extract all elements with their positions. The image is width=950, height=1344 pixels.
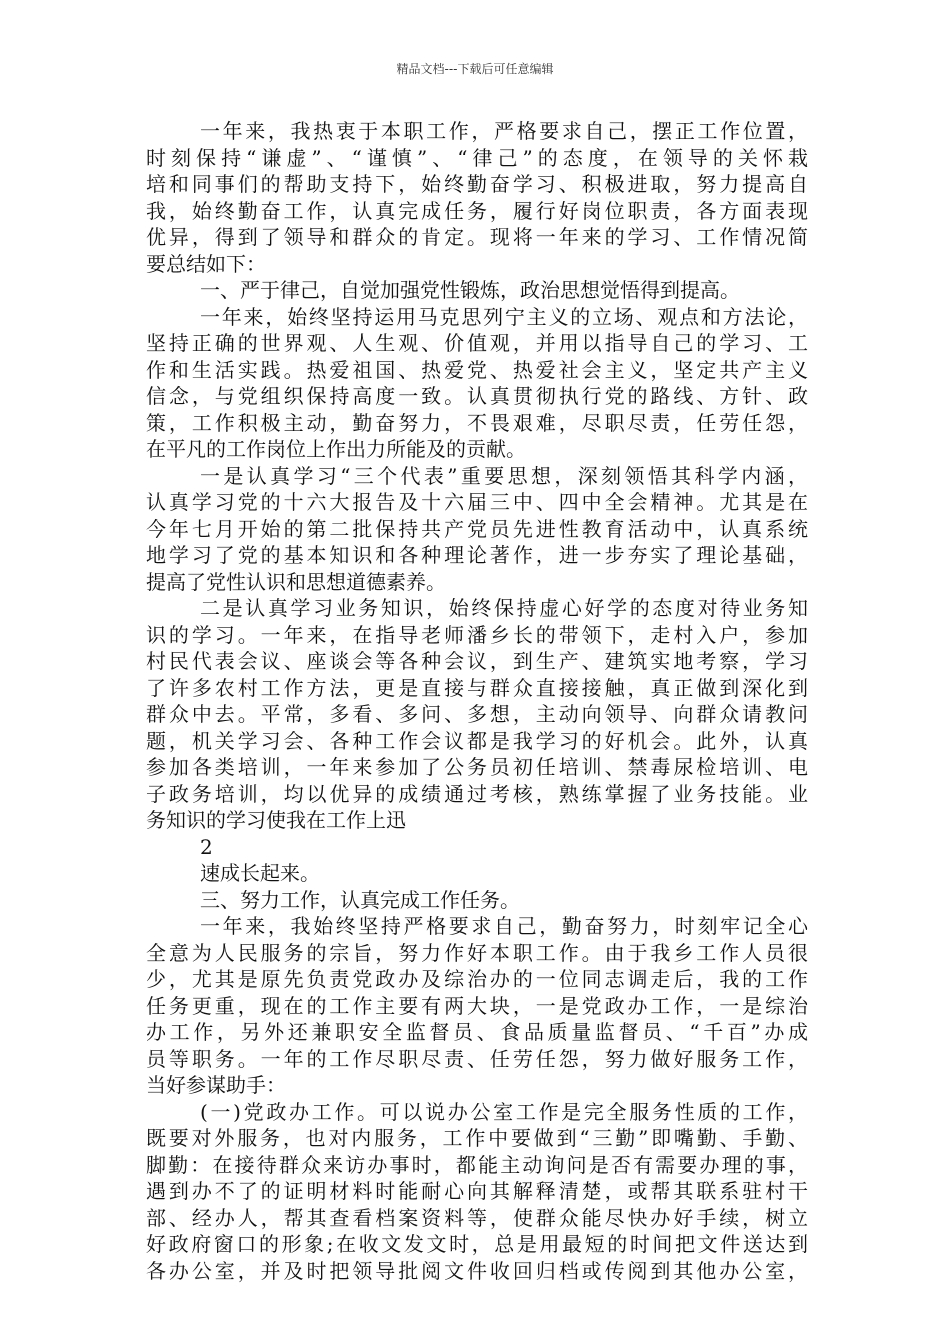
text-line: 一年来，我始终坚持严格要求自己，勤奋努力，时刻牢记全心 [200,914,808,938]
page-header: 精品文档---下载后可任意编辑 [396,62,554,76]
text-line: 一是认真学习“三个代表”重要思想，深刻领悟其科学内涵， [200,463,808,488]
text-line: 一年来，我热衷于本职工作，严格要求自己，摆正工作位置， [200,119,808,143]
text-line: 地学习了党的基本知识和各种理论著作，进一步夯实了理论基础， [146,543,808,567]
text-line: 任务更重，现在的工作主要有两大块，一是党政办工作，一是综治 [146,993,808,1018]
text-line: 部、经办人，帮其查看档案资料等，使群众能尽快办好手续，树立 [146,1205,808,1230]
text-line: 各办公室，并及时把领导批阅文件收回归档或传阅到其他办公室， [146,1258,808,1283]
text-line: 坚持正确的世界观、人生观、价值观，并用以指导自己的学习、工 [146,331,808,355]
text-line: 2 [200,834,213,859]
text-line: 认真学习党的十六大报告及十六届三中、四中全会精神。尤其是在 [146,490,808,514]
text-line: 员等职务。一年的工作尽职尽责、任劳任怨，努力做好服务工作， [146,1046,808,1071]
text-line: 时刻保持“谦虚”、“谨慎”、“律己”的态度，在领导的关怀栽 [146,145,808,170]
text-line: 办工作，另外还兼职安全监督员、食品质量监督员、“千百”办成 [146,1020,808,1044]
text-line: 一年来，始终坚持运用马克思列宁主义的立场、观点和方法论， [200,304,808,329]
text-line: 既要对外服务，也对内服务，工作中要做到“三勤”即嘴勤、手勤、 [146,1126,808,1150]
text-line: 了许多农村工作方法，更是直接与群众直接接触，真正做到深化到 [146,675,808,700]
text-line: (一)党政办工作。可以说办公室工作是完全服务性质的工作， [200,1099,808,1124]
text-line: 今年七月开始的第二批保持共产党员先进性教育活动中，认真系统 [146,516,808,541]
text-line: 脚勤：在接待群众来访办事时，都能主动询问是否有需要办理的事， [146,1152,808,1177]
text-line: 遇到办不了的证明材料时能耐心向其解释清楚，或帮其联系驻村干 [146,1179,808,1203]
text-line: 信念，与党组织保持高度一致。认真贯彻执行党的路线、方针、政 [146,384,808,408]
text-line: 策，工作积极主动，勤奋努力，不畏艰难，尽职尽责，任劳任怨， [146,410,808,435]
text-line: 速成长起来。 [200,861,320,885]
text-line: 要总结如下： [146,251,266,276]
text-line: 子政务培训，均以优异的成绩通过考核，熟练掌握了业务技能。业 [146,781,808,806]
text-line: 题，机关学习会、各种工作会议都是我学习的好机会。此外，认真 [146,728,808,753]
text-line: 作和生活实践。热爱祖国、热爱党、热爱社会主义，坚定共产主义 [146,357,808,382]
text-line: 村民代表会议、座谈会等各种会议，到生产、建筑实地考察，学习 [146,649,808,673]
text-line: 三、努力工作，认真完成工作任务。 [200,887,520,912]
text-line: 好政府窗口的形象;在收文发文时，总是用最短的时间把文件送达到 [146,1232,808,1256]
text-line: 我，始终勤奋工作，认真完成任务，履行好岗位职责，各方面表现 [146,198,808,223]
text-line: 群众中去。平常，多看、多问、多想，主动向领导、向群众请教问 [146,702,808,726]
text-line: 二是认真学习业务知识，始终保持虚心好学的态度对待业务知 [200,596,808,620]
text-line: 识的学习。一年来，在指导老师潘乡长的带领下，走村入户，参加 [146,622,808,647]
text-line: 少，尤其是原先负责党政办及综治办的一位同志调走后，我的工作 [146,967,808,991]
text-line: 全意为人民服务的宗旨，努力作好本职工作。由于我乡工作人员很 [146,940,808,965]
text-line: 优异，得到了领导和群众的肯定。现将一年来的学习、工作情况简 [146,225,808,249]
text-line: 培和同事们的帮助支持下，始终勤奋学习、积极进取，努力提高自 [146,172,808,196]
document-body [146,118,808,1284]
text-line: 提高了党性认识和思想道德素养。 [146,569,446,594]
text-line: 当好参谋助手： [146,1073,286,1097]
text-line: 一、严于律己，自觉加强党性锻炼，政治思想觉悟得到提高。 [200,278,740,302]
text-line: 务知识的学习使我在工作上迅 [146,808,406,832]
text-line: 参加各类培训，一年来参加了公务员初任培训、禁毒尿检培训、电 [146,755,808,779]
text-line: 在平凡的工作岗位上作出力所能及的贡献。 [146,437,526,461]
